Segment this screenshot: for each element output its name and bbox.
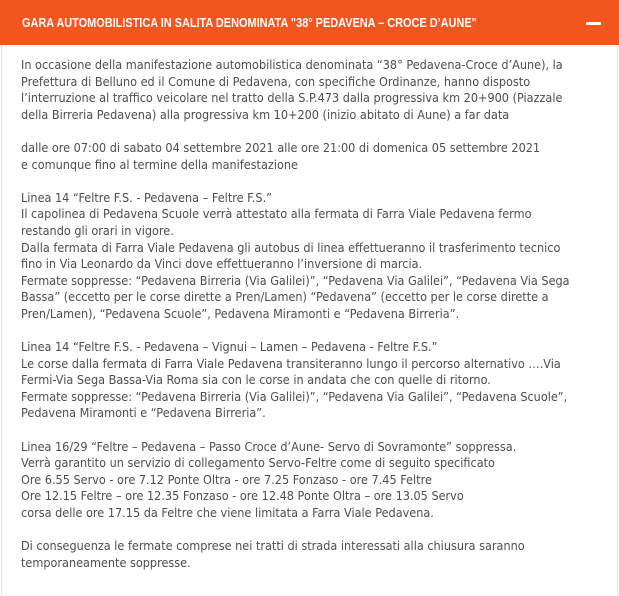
text-line: Prefettura di Belluno ed il Comune di Pedavena, con specifiche Ordinanze, hanno disposto (21, 74, 531, 89)
text-line: Pren/Lamen), “Pedavena Scuole”, Pedavena Miramonti e “Pedavena Birreria”. (21, 306, 460, 321)
paragraph-linea-14-a (21, 190, 617, 323)
text-line: Di conseguenza le fermate comprese nei tratti di strada interessati alla chiusura saranno (21, 539, 525, 554)
paragraph-dates (21, 140, 617, 173)
text-line: In occasione della manifestazione automobilistica denominata “38° Pedavena-Croce d’Aune), la (21, 58, 563, 72)
minus-icon-bar (586, 22, 601, 25)
panel-body (1, 45, 618, 596)
text-line: Ore 12.15 Feltre – ore 12.35 Fonzaso - ore 12.48 Ponte Oltra – ore 13.05 Servo (21, 489, 464, 504)
paragraph-linea-14-b (21, 339, 617, 422)
text-line: Fermate soppresse: “Pedavena Birreria (Via Galilei)”, “Pedavena Via Galilei”, “Pedavena Via Sega (21, 273, 570, 288)
text-line: l’interruzione al traffico veicolare nel tratto della S.P.473 dalla progressiva km 20+900 (Piazzale (21, 91, 563, 106)
text-line: e comunque fino al termine della manifestazione (21, 157, 298, 172)
text-line: corsa delle ore 17.15 da Feltre che viene limitata a Farra Viale Pedavena. (21, 506, 434, 521)
text-line: Ore 6.55 Servo - ore 7.12 Ponte Oltra - ore 7.25 Fonzaso - ore 7.45 Feltre (21, 472, 432, 487)
minus-icon[interactable] (583, 12, 605, 34)
text-line: Le corse dalla fermata di Farra Viale Pedavena transiteranno lungo il percorso alternativo ….Via (21, 356, 561, 371)
text-line: temporaneamente soppresse. (21, 555, 191, 570)
text-line: Verrà garantito un servizio di collegamento Servo-Feltre come di seguito specificato (21, 456, 495, 471)
text-line: Linea 14 “Feltre F.S. - Pedavena – Feltre F.S.” (21, 190, 273, 205)
text-line: Bassa” (eccetto per le corse dirette a Pren/Lamen) “Pedavena” (eccetto per le corse dirette a (21, 290, 549, 305)
text-line: restando gli orari in vigore. (21, 223, 174, 238)
panel-header[interactable] (0, 0, 619, 45)
text-line: Linea 16/29 “Feltre – Pedavena – Passo Croce d’Aune- Servo di Sovramonte” soppressa. (21, 439, 517, 454)
text-line: Pedavena Miramonti e “Pedavena Birreria”. (21, 406, 266, 421)
text-line: Linea 14 “Feltre F.S. - Pedavena – Vignui – Lamen – Pedavena - Feltre F.S.” (21, 340, 438, 355)
paragraph-conclusion (21, 538, 617, 571)
paragraph-linea-16-29 (21, 439, 617, 522)
text-line: della Birreria Pedavena) alla progressiva km 10+200 (inizio abitato di Aune) a far data (21, 107, 510, 122)
text-line: Il capolinea di Pedavena Scuole verrà attestato alla fermata di Farra Viale Pedavena fermo (21, 207, 532, 222)
text-line: Fermi-Via Sega Bassa-Via Roma sia con le corse in andata che con quelle di ritorno. (21, 373, 491, 388)
panel-title: GARA AUTOMOBILISTICA IN SALITA DENOMINATA "38° PEDAVENA – CROCE D’AUNE" (22, 15, 477, 30)
paragraph-intro (21, 57, 617, 123)
text-line: dalle ore 07:00 di sabato 04 settembre 2021 alle ore 21:00 di domenica 05 settembre 2021 (21, 140, 541, 155)
text-line: Dalla fermata di Farra Viale Pedavena gli autobus di linea effettueranno il trasferimento tecnico (21, 240, 561, 255)
text-line: Fermate soppresse: “Pedavena Birreria (Via Galilei)”, “Pedavena Via Galilei”, “Pedavena Scuole”, (21, 389, 568, 404)
text-line: fino in Via Leonardo da Vinci dove effettueranno l’inversione di marcia. (21, 257, 423, 272)
